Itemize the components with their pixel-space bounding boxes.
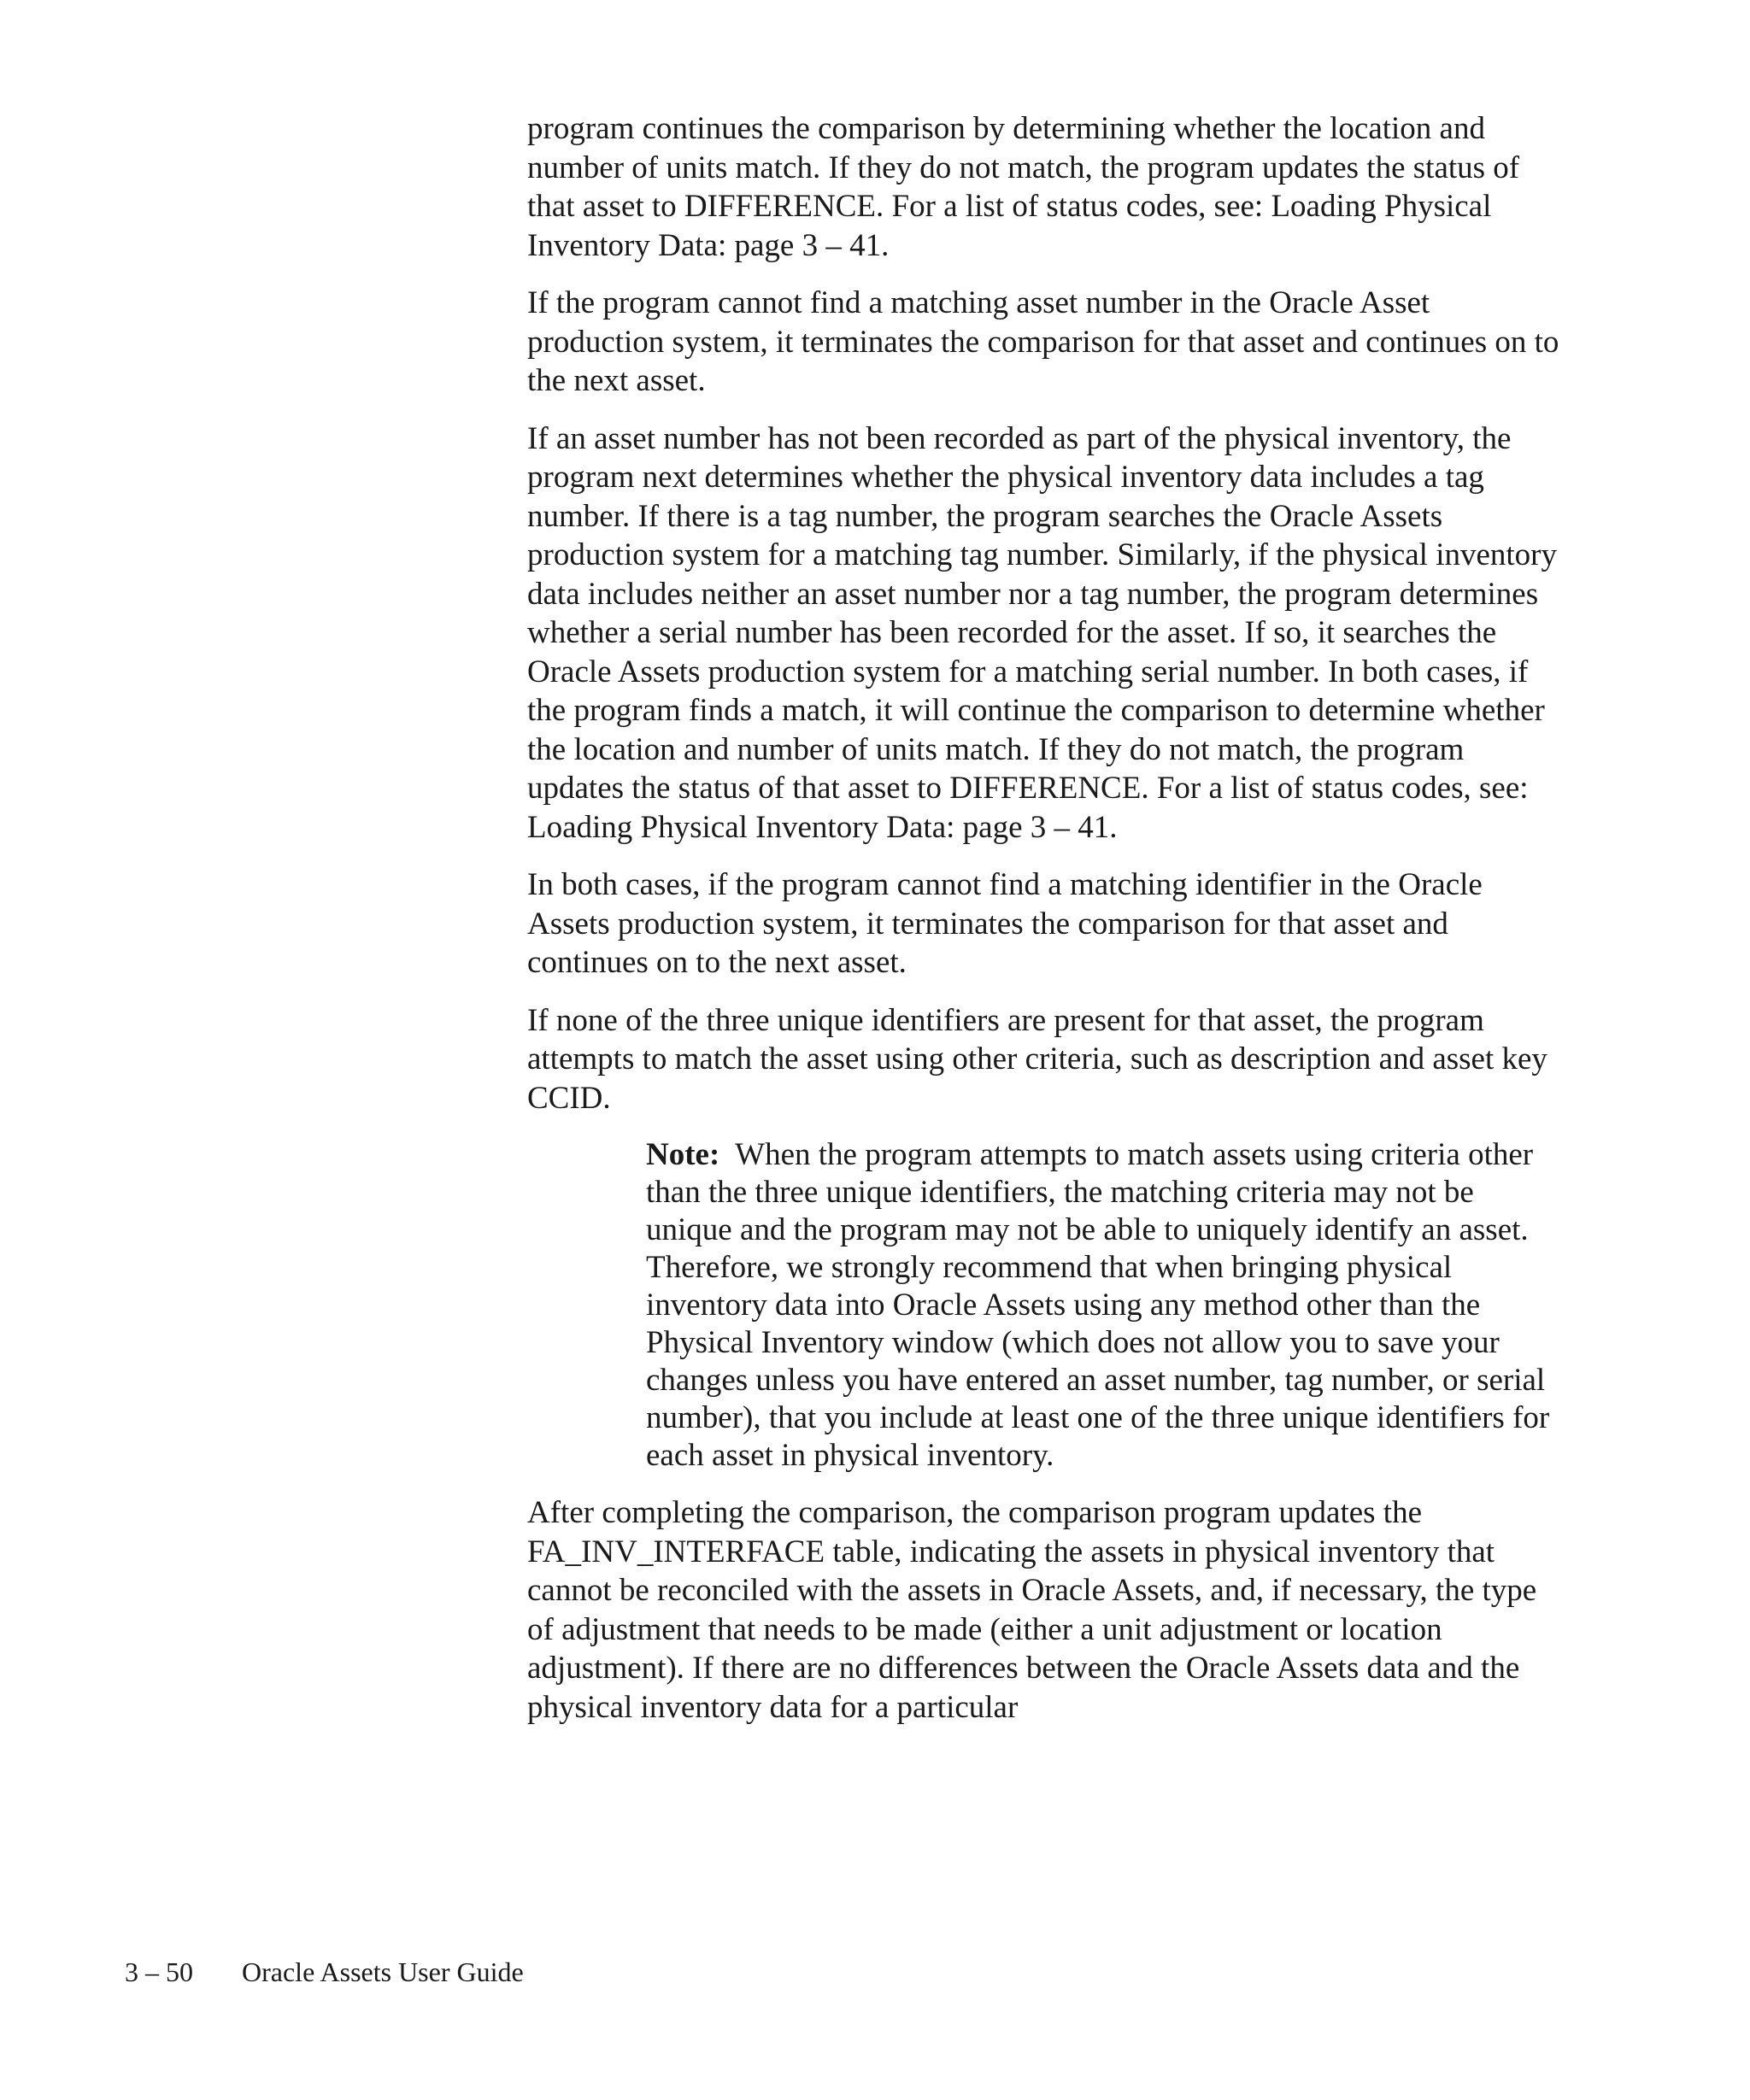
footer-page-number: 3 – 50 xyxy=(125,1956,193,1987)
body-paragraph-5: If none of the three unique identifiers are present for that asset, the program attempts to match the asset using other criteria, such as description and asset key CCID. xyxy=(527,1002,1547,1116)
footer-book-title: Oracle Assets User Guide xyxy=(242,1956,524,1987)
note-label: Note: xyxy=(646,1137,720,1172)
body-paragraph-closing: After completing the comparison, the comparison program updates the FA_INV_INTERFACE table, indicating the assets in physical inventory that cannot be reconciled with the assets in Oracle Assets, and, if necessary, the type of adjustment that needs to be made (either a unit adjustment or location adjustment). If there are no differences between the Oracle Assets data and the physical inventory data for a particular xyxy=(527,1495,1537,1725)
page-body xyxy=(527,109,1561,1745)
body-paragraph-3: If an asset number has not been recorded as part of the physical inventory, the program next determines whether the physical inventory data includes a tag number. If there is a tag number, the program searches the Oracle Assets production system for a matching tag number. Similarly, if the physical inventory data includes neither an asset number nor a tag number, the program determines whether a serial number has been recorded for the asset. If so, it searches the Oracle Assets production system for a matching serial number. In both cases, if the program finds a match, it will continue the comparison to determine whether the location and number of units match. If they do not match, the program updates the status of that asset to DIFFERENCE. For a list of status codes, see: Loading Physical Inventory Data: page 3 – 41. xyxy=(527,420,1557,845)
body-paragraph-4: In both cases, if the program cannot find a matching identifier in the Oracle Assets production system, it terminates the comparison for that asset and continues on to the next asset. xyxy=(527,867,1483,980)
note-block xyxy=(646,1136,1561,1475)
note-text: When the program attempts to match assets using criteria other than the three unique identifiers, the matching criteria may not be unique and the program may not be able to uniquely identify an asset. Therefore, we strongly recommend that when bringing physical inventory data into Oracle Assets using any method other than the Physical Inventory window (which does not allow you to save your changes unless you have entered an asset number, tag number, or serial number), that you include at least one of the three unique identifiers for each asset in physical inventory. xyxy=(646,1137,1550,1473)
body-paragraph-1: program continues the comparison by determining whether the location and number of units match. If they do not match, the program updates the status of that asset to DIFFERENCE. For a list of status codes, see: Loading Physical Inventory Data: page 3 – 41. xyxy=(527,111,1520,263)
page-footer xyxy=(125,1955,524,1989)
body-paragraph-2: If the program cannot find a matching asset number in the Oracle Asset production system, it terminates the comparison for that asset and continues on to the next asset. xyxy=(527,285,1559,398)
